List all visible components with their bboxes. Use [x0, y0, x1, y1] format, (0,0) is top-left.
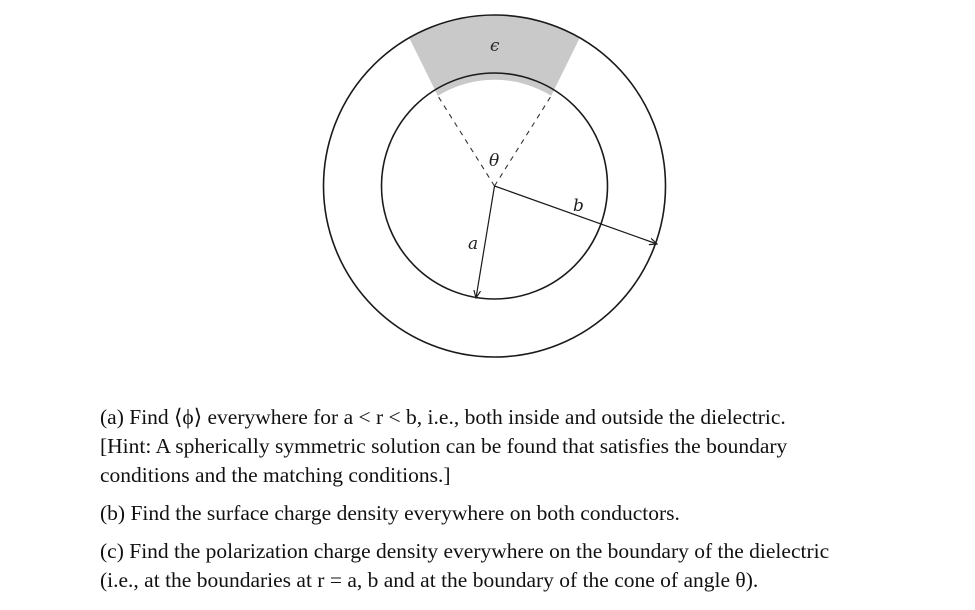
problem-a-line-2: [Hint: A spherically symmetric solution can be found that satisfies the boundary	[100, 434, 788, 458]
problem-c-line-2: (i.e., at the boundaries at r = a, b and at the boundary of the cone of angle θ).	[100, 568, 759, 592]
theta-label: θ	[489, 151, 500, 171]
cone-boundary-right	[495, 96, 552, 186]
problem-a-line-3: conditions and the matching conditions.]	[100, 463, 451, 487]
radius-b-label: b	[573, 196, 584, 216]
problem-list	[100, 403, 952, 604]
epsilon-label: ϵ	[490, 36, 500, 56]
problem-b	[100, 499, 952, 528]
problem-a	[100, 403, 952, 490]
radius-a-label: a	[468, 234, 479, 254]
problem-c	[100, 537, 952, 595]
problem-a-line-1: (a) Find ⟨ϕ⟩ everywhere for a < r < b, i.e., both inside and outside the dielectric.	[100, 405, 786, 429]
problem-c-line-1: (c) Find the polarization charge density everywhere on the boundary of the dielectric	[100, 539, 830, 563]
cone-boundary-left	[438, 96, 495, 186]
radius-a-arrow	[476, 186, 495, 298]
problem-b-line-1: (b) Find the surface charge density everywhere on both conductors.	[100, 501, 680, 525]
